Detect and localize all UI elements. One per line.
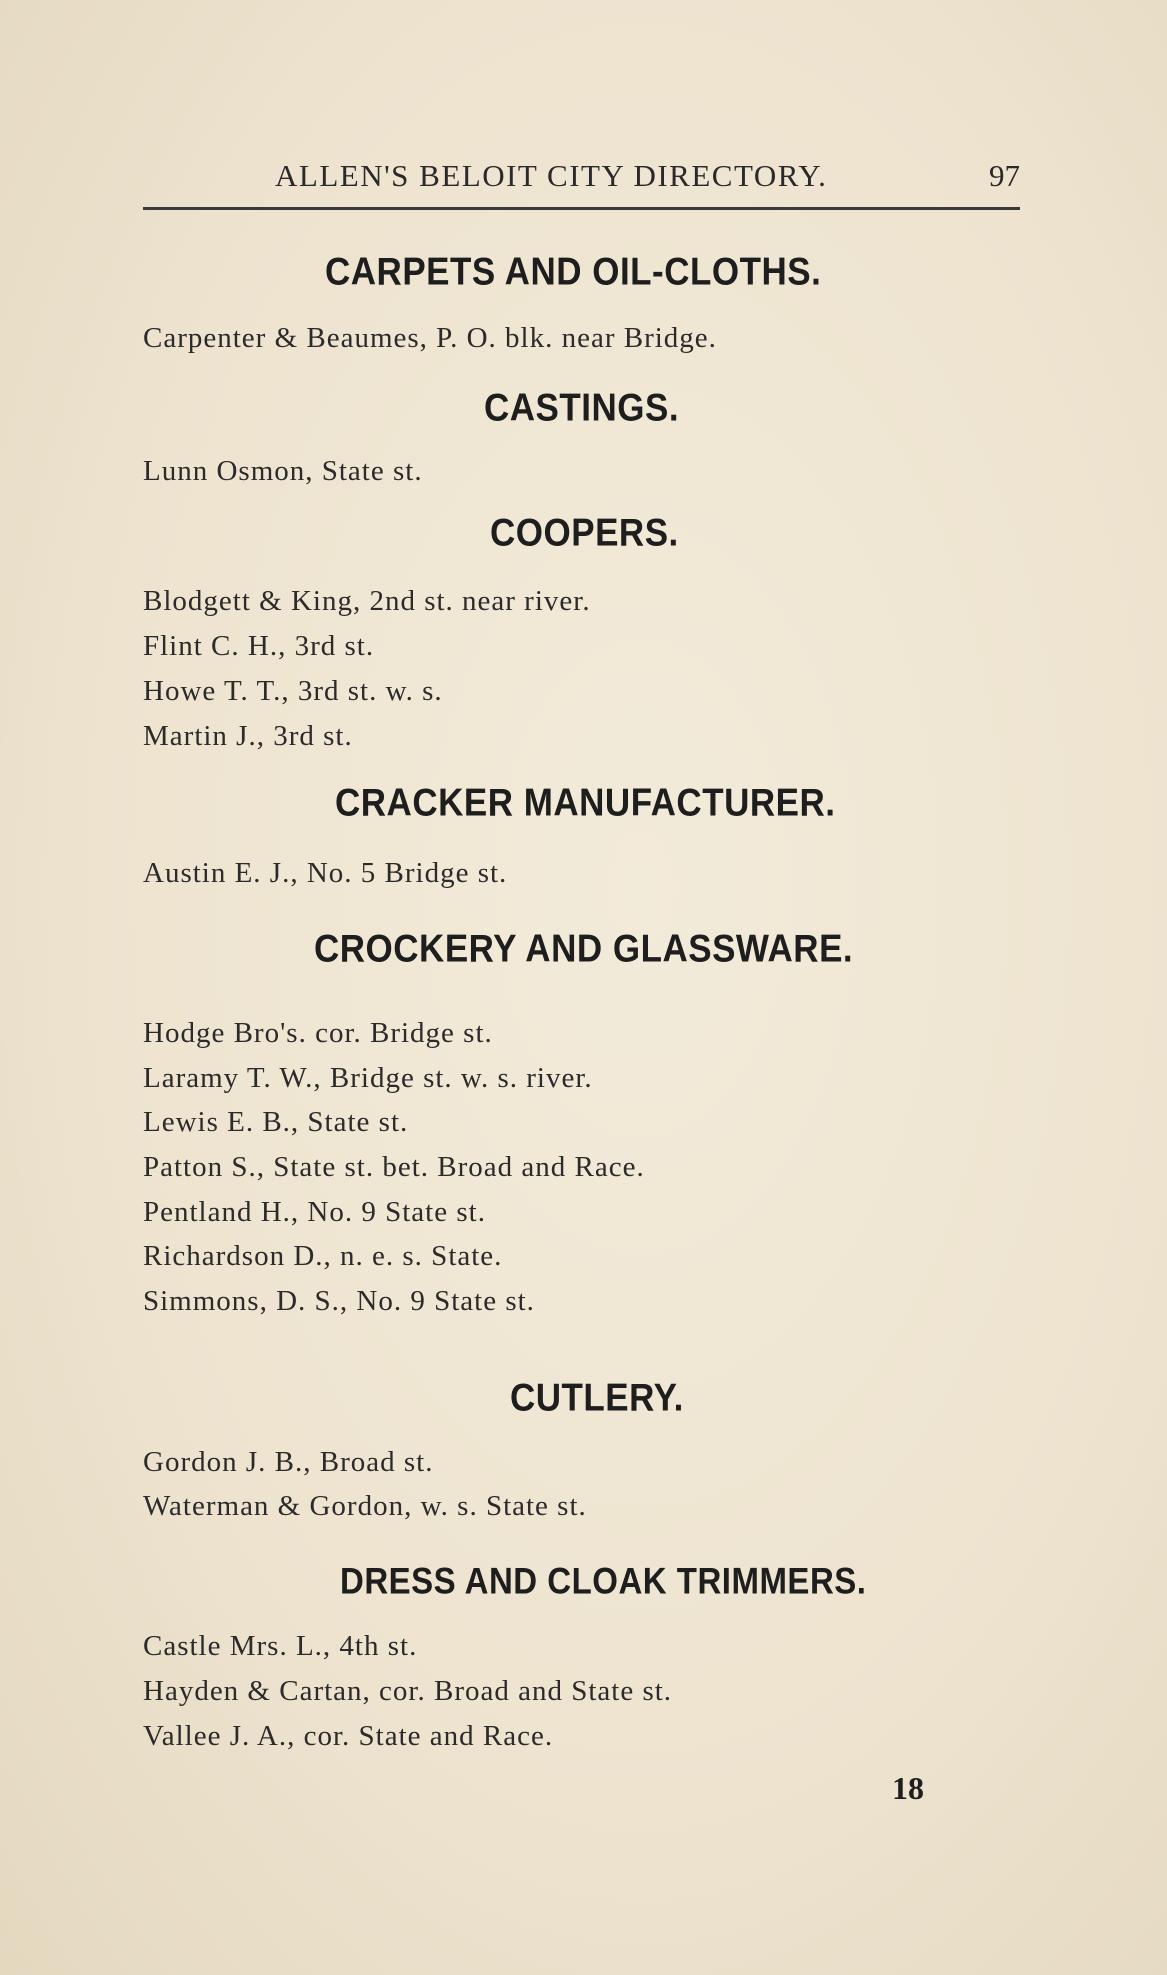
header-title: ALLEN'S BELOIT CITY DIRECTORY. [275,158,828,193]
entry: Laramy T. W., Bridge st. w. s. river. [143,1062,593,1094]
section-heading-crockery: CROCKERY AND GLASSWARE. [314,926,854,971]
entry: Hodge Bro's. cor. Bridge st. [143,1017,493,1049]
entry: Howe T. T., 3rd st. w. s. [143,675,443,707]
entry: Flint C. H., 3rd st. [143,630,375,662]
entry: Carpenter & Beaumes, P. O. blk. near Bridge. [143,322,717,354]
entry: Austin E. J., No. 5 Bridge st. [143,857,508,889]
section-heading-coopers: COOPERS. [490,510,679,555]
entry: Blodgett & King, 2nd st. near river. [143,585,591,617]
entry: Martin J., 3rd st. [143,720,353,752]
section-heading-dress: DRESS AND CLOAK TRIMMERS. [340,1559,867,1602]
section-heading-castings: CASTINGS. [484,385,680,430]
entry: Richardson D., n. e. s. State. [143,1240,503,1272]
entry: Hayden & Cartan, cor. Broad and State st. [143,1675,673,1707]
entry: Waterman & Gordon, w. s. State st. [143,1490,587,1522]
entry: Lewis E. B., State st. [143,1106,409,1138]
entry: Castle Mrs. L., 4th st. [143,1630,418,1662]
entry: Simmons, D. S., No. 9 State st. [143,1285,535,1317]
signature-mark: 18 [892,1770,924,1806]
entry: Gordon J. B., Broad st. [143,1446,434,1478]
section-heading-carpets: CARPETS AND OIL-CLOTHS. [325,249,822,294]
entry: Vallee J. A., cor. State and Race. [143,1720,554,1752]
section-heading-cutlery: CUTLERY. [510,1375,684,1420]
entry: Lunn Osmon, State st. [143,455,423,487]
section-heading-cracker: CRACKER MANUFACTURER. [335,780,836,825]
entry: Patton S., State st. bet. Broad and Race. [143,1151,645,1183]
page-number: 97 [989,158,1020,193]
header-rule [143,207,1020,210]
entry: Pentland H., No. 9 State st. [143,1196,486,1228]
running-header [143,150,1020,200]
